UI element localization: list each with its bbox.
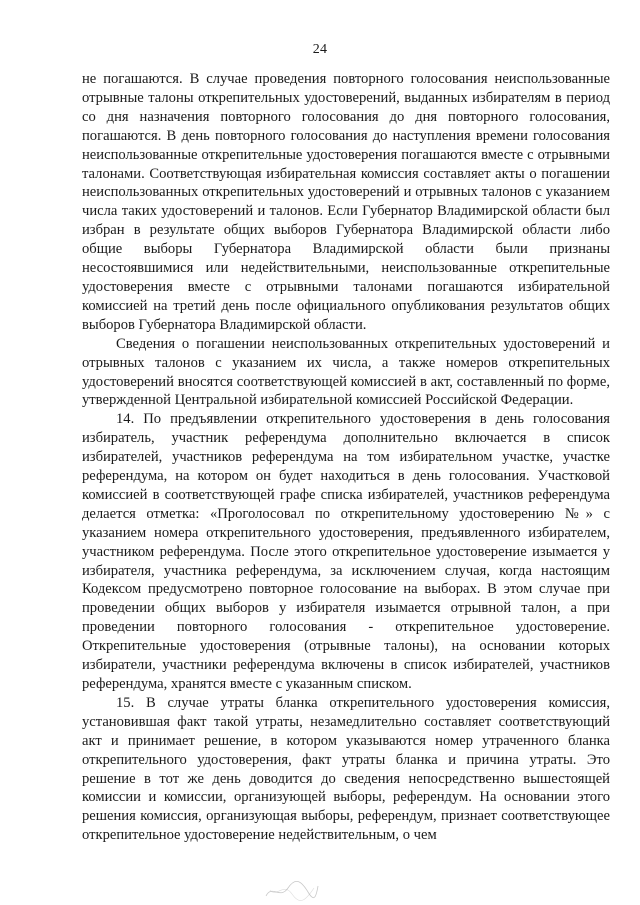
document-body	[82, 70, 610, 845]
stamp-mark-icon	[262, 878, 320, 902]
paragraph-item-15: 15. В случае утраты бланка открепительного удостоверения комиссия, установившая факт такой утраты, незамедлительно составляет соответствующий акт и принимает решение, в котором указываются номер утраченного бланка открепительного удостоверения, факт утраты бланка и причина утраты. Это решение в тот же день доводится до сведения непосредственно вышестоящей комиссии и комиссии, организующей выборы, референдум. На основании этого решения комиссия, организующая выборы, референдум, признает соответствующее открепительное удостоверение недействительным, о чем	[82, 694, 610, 844]
paragraph-item-14: 14. По предъявлении открепительного удостоверения в день голосования избиратель, участник референдума дополнительно включается в список избирателей, участников референдума на том избирательном участке, участке референдума, на котором он будет находиться в день голосования. Участковой комиссией в соответствующей графе списка избирателей, участников референдума делается отметка: «Проголосовал по открепительному удостоверению №» с указанием номера открепительного удостоверения, предъявленного избирателем, участником референдума. После этого открепительное удостоверение изымается у избирателя, участника референдума, за исключением случая, когда настоящим Кодексом предусмотрено повторное голосование на выборах. В этом случае при проведении общих выборов у избирателя изымается отрывной талон, а при проведении повторного голосования - открепительное удостоверение. Открепительные удостоверения (отрывные талоны), на основании которых избиратели, участники референдума включены в список избирателей, участников референдума, хранятся вместе с указанным списком.	[82, 411, 610, 692]
paragraph-continuation: не погашаются. В случае проведения повторного голосования неиспользованные отрывные талоны открепительных удостоверений, выданных избирателям в период со дня назначения повторного голосования до дня повторного голосования, погашаются. В день повторного голосования до наступления времени голосования неиспользованные открепительные удостоверения погашаются вместе с отрывными талонами. Соответствующая избирательная комиссия составляет акты о погашении неиспользованных открепительных удостоверений и отрывных талонов с указанием числа таких удостоверений и талонов. Если Губернатор Владимирской области был избран в результате общих выборов Губернатора Владимирской области либо общие выборы Губернатора Владимирской области были признаны несостоявшимися или недействительными, неиспользованные открепительные удостоверения вместе с отрывными талонами погашаются избирательной комиссией на третий день после официального опубликования результатов общих выборов Губернатора Владимирской области.	[82, 71, 610, 333]
paragraph-cancellation-records: Сведения о погашении неиспользованных открепительных удостоверений и отрывных талонов с указанием их числа, а также номеров открепительных удостоверений вносятся соответствующей комиссией в акт, составленный по форме, утвержденной Центральной избирательной комиссией Российской Федерации.	[82, 335, 610, 409]
page-number: 24	[312, 42, 328, 57]
